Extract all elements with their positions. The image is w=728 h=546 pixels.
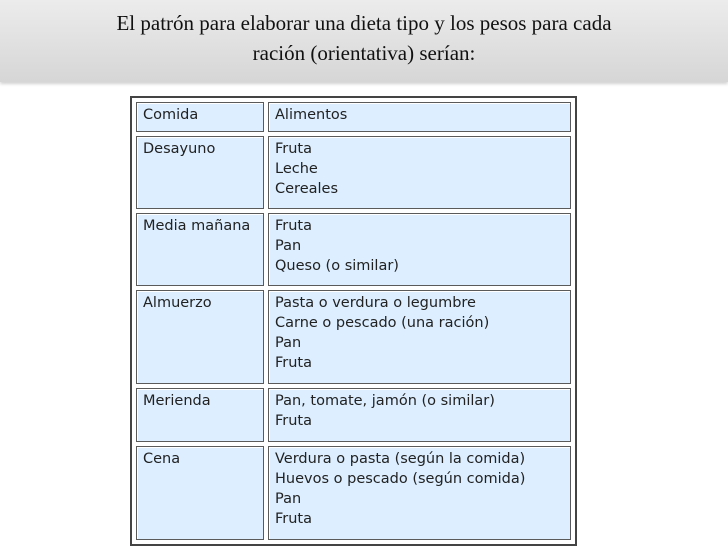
- food-item: Verdura o pasta (según la comida): [275, 450, 526, 467]
- meal-cell: Merienda: [136, 388, 264, 442]
- table-row: [136, 446, 571, 540]
- title-line-1: El patrón para elaborar una dieta tipo y los pesos para cada: [116, 11, 612, 35]
- meal-cell: Desayuno: [136, 136, 264, 209]
- header-alimentos: Alimentos: [268, 102, 571, 132]
- food-item: Cereales: [275, 181, 338, 197]
- food-item: Pan: [275, 334, 302, 351]
- meal-cell: Cena: [136, 446, 264, 540]
- food-item: Fruta: [275, 510, 313, 527]
- table-row: [136, 136, 571, 209]
- table-row: [136, 290, 571, 384]
- foods-cell: [268, 446, 571, 540]
- food-item: Pan: [275, 237, 302, 254]
- food-item: Pasta o verdura o legumbre: [275, 294, 476, 311]
- meal-cell: Almuerzo: [136, 290, 264, 384]
- foods-cell: [268, 213, 571, 286]
- table-row: [136, 388, 571, 442]
- foods-cell: [268, 290, 571, 384]
- food-item: Fruta: [275, 217, 313, 234]
- title-line-2: ración (orientativa) serían:: [252, 41, 476, 65]
- food-item: Fruta: [275, 413, 313, 430]
- food-item: Fruta: [275, 141, 313, 157]
- meal-cell: Media mañana: [136, 213, 264, 286]
- food-item: Huevos o pescado (según comida): [275, 470, 526, 487]
- foods-cell: [268, 388, 571, 442]
- food-item: Pan: [275, 490, 302, 507]
- food-item: Queso (o similar): [275, 257, 399, 274]
- table-row: [136, 213, 571, 286]
- header-comida: Comida: [136, 102, 264, 132]
- food-item: Pan, tomate, jamón (o similar): [275, 393, 495, 410]
- food-item: Leche: [275, 161, 318, 177]
- slide-title: [0, 0, 728, 82]
- diet-table: [130, 96, 577, 546]
- title-text: [0, 0, 728, 68]
- table-header-row: [136, 102, 571, 132]
- food-item: Carne o pescado (una ración): [275, 314, 490, 331]
- foods-cell: [268, 136, 571, 209]
- food-item: Fruta: [275, 354, 313, 371]
